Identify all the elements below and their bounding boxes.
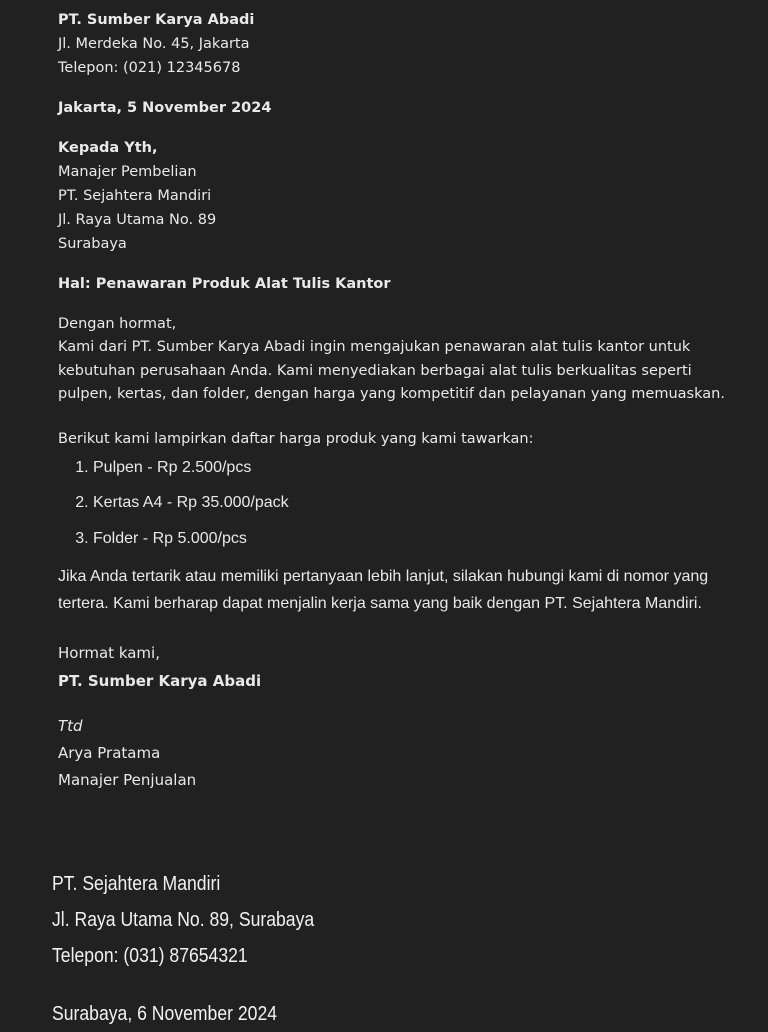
next-letter-date: Surabaya, 6 November 2024 — [52, 1003, 278, 1025]
recipient-salutation: Kepada Yth, — [58, 140, 158, 156]
date-block — [58, 96, 748, 120]
sender-address: Jl. Merdeka No. 45, Jakarta — [58, 36, 250, 52]
list-item: 1. Pulpen - Rp 2.500/pcs — [93, 457, 748, 479]
next-letter-header — [52, 866, 668, 1032]
recipient-title: Manajer Pembelian — [58, 164, 197, 180]
sender-phone: Telepon: (021) 12345678 — [58, 60, 241, 76]
signoff-company: PT. Sumber Karya Abadi — [58, 672, 262, 690]
next-letter-address: Jl. Raya Utama No. 89, Surabaya — [52, 909, 315, 931]
next-letter-company: PT. Sejahtera Mandiri — [52, 873, 221, 895]
recipient-block — [58, 136, 748, 256]
recipient-city: Surabaya — [58, 236, 127, 252]
sender-company: PT. Sumber Karya Abadi — [58, 12, 255, 28]
signature: Ttd — [58, 717, 83, 735]
signer-name: Arya Pratama — [58, 744, 161, 762]
letter-subject: Hal: Penawaran Produk Alat Tulis Kantor — [58, 276, 391, 292]
greeting: Dengan hormat, — [58, 316, 177, 332]
price-list — [58, 457, 748, 550]
letter-document — [58, 8, 748, 794]
recipient-street: Jl. Raya Utama No. 89 — [58, 212, 217, 228]
list-intro-block — [58, 427, 748, 451]
signoff-block — [58, 639, 748, 695]
body-intro — [58, 312, 748, 407]
recipient-company: PT. Sejahtera Mandiri — [58, 188, 212, 204]
sender-block — [58, 8, 748, 80]
list-item: 2. Kertas A4 - Rp 35.000/pack — [93, 492, 748, 514]
list-item: 3. Folder - Rp 5.000/pcs — [93, 528, 748, 550]
closing-paragraph: Jika Anda tertarik atau memiliki pertanyaan lebih lanjut, silakan hubungi kami di nomor yang tertera. Kami berharap dapat menjalin kerja sama yang baik dengan PT. Sejahtera Mandiri. — [58, 568, 709, 612]
intro-paragraph: Kami dari PT. Sumber Karya Abadi ingin mengajukan penawaran alat tulis kantor untuk kebutuhan perusahaan Anda. Kami menyediakan berbagai alat tulis berkualitas seperti pulpen, kertas, dan folder, dengan harga yang kompetitif dan pelayanan yang memuaskan. — [58, 339, 725, 402]
signoff-phrase: Hormat kami, — [58, 644, 160, 662]
signer-position: Manajer Penjualan — [58, 771, 197, 789]
list-intro: Berikut kami lampirkan daftar harga produk yang kami tawarkan: — [58, 430, 534, 447]
signature-block — [58, 713, 748, 794]
next-letter-phone: Telepon: (031) 87654321 — [52, 945, 248, 967]
letter-date: Jakarta, 5 November 2024 — [58, 100, 272, 116]
subject-block — [58, 272, 748, 296]
